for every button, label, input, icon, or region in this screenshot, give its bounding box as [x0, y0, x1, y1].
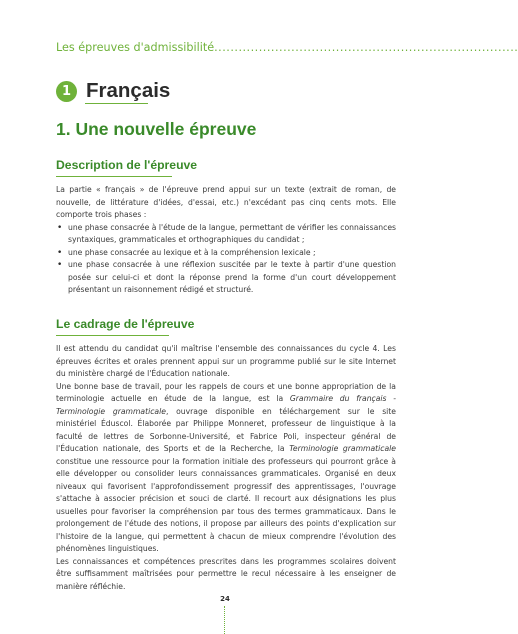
list-item: • une phase consacrée à une réflexion suscitée par le texte à partir d'une question posée sur celui-ci et dont la réponse prend la forme d'un court développement présentant un raisonnement rédigé et structuré. — [56, 259, 396, 297]
cadrage-paragraph-2 — [56, 381, 396, 556]
subsection-title-description: Description de l'épreuve — [56, 158, 198, 172]
chapter-underline — [85, 103, 148, 104]
cadrage-paragraph-3: Les connaissances et compétences prescrites dans les programmes scolaires doivent être suffisamment maîtrisées pour permettre le recul nécessaire à les enseigner de manière réfléchie. — [56, 556, 396, 591]
running-header-dots: ........................................................................... — [214, 41, 518, 54]
chapter-heading — [56, 79, 170, 103]
cadrage-paragraph-1: Il est attendu du candidat qu'il maîtrise l'ensemble des connaissances du cycle 4. Les épreuves écrites et orales prennent appui sur un programme publié sur le site Internet du ministère chargé de l'Éducation nationale. — [56, 344, 396, 378]
title-terminologie: Terminologie grammaticale — [289, 444, 396, 453]
running-header — [56, 41, 518, 54]
description-intro: La partie « français » de l'épreuve prend appui sur un texte (extrait de roman, de nouvelle, de littérature d'idées, d'essai, etc.) n'excédant pas cinq cents mots. Elle comporte trois phases : — [56, 185, 396, 219]
section-title: 1. Une nouvelle épreuve — [56, 119, 257, 139]
subsection-title-cadrage: Le cadrage de l'épreuve — [56, 317, 195, 331]
subsection-underline — [56, 335, 169, 336]
cadrage-body — [56, 343, 396, 593]
title-grammaire: Grammaire du français - Terminologie grammaticale — [56, 394, 396, 416]
text-run: , ouvrage disponible en téléchargement sur le site ministériel Éduscol. Élaborée par Philippe Monneret, professeur de linguistique à la faculté de lettres de Sorbonne-Université, et Fabrice Poli, inspecteur général de l'Éducation nationale, des Sports et de la Recherche, la — [56, 406, 396, 453]
description-body — [56, 184, 396, 297]
list-item: • une phase consacrée à l'étude de la langue, permettant de vérifier les connaissances syntaxiques, grammaticales et orthographiques du candidat ; — [56, 222, 396, 247]
page-number: 24 — [220, 595, 230, 603]
phase-list — [56, 222, 396, 297]
subsection-underline — [56, 176, 172, 177]
running-header-title: Les épreuves d'admissibilité — [56, 41, 215, 54]
chapter-number-badge: 1 — [56, 81, 77, 102]
page-dotted-line — [224, 606, 225, 634]
text-run: Une bonne base de travail, pour les rappels de cours et une bonne appropriation de la terminologie actuelle en étude de la langue, est la — [56, 381, 396, 403]
list-item: • une phase consacrée au lexique et à la compréhension lexicale ; — [56, 247, 396, 260]
chapter-title: Français — [86, 79, 171, 102]
text-run: constitue une ressource pour la formation initiale des professeurs qui pourront grâce à elle développer ou consolider leurs connaissances grammaticales. Organisé en deux niveaux qui favorisent l'approfondissement progressif des apprentissages, l'ouvrage s'attache à associer précision et souci de clarté. Il recourt aux désignations les plus usuelles pour favoriser la compréhension par tous des termes grammaticaux. Dans le prolongement de l'étude des notions, il propose par ailleurs des points d'explication sur l'histoire de la langue, qui permettent à chacun de mieux comprendre l'évolution des phénomènes linguistiques. — [56, 456, 396, 553]
